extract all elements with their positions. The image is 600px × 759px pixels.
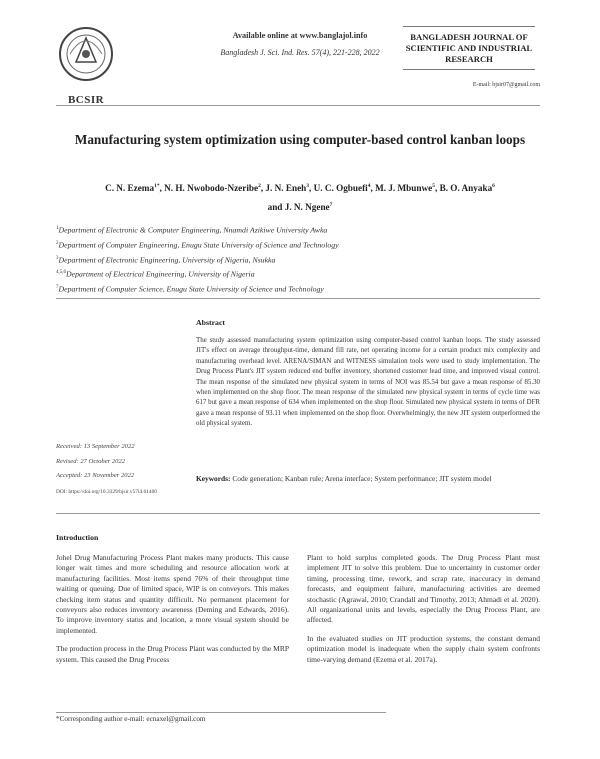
affiliation-divider — [56, 298, 540, 299]
intro-paragraph: In the evaluated studies on JIT production systems, the constant demand optimization model is inadequate when the supply chain system confronts time-varying demand (Ezema et al. 2017a). — [307, 633, 540, 664]
received-date: Received: 13 September 2022 — [56, 443, 135, 450]
affiliations — [56, 222, 536, 296]
author-3: J. N. Eneh — [265, 183, 307, 194]
intro-paragraph: Johel Drug Manufacturing Process Plant makes many products. This cause longer wait times and more scheduling and resource allocation work at manufacturing facilities. Most items spend 76% of their throughput time waiting or queuing. Due of limited space, WIP is on conveyors. This makes checking item status and quantity difficult. No permanent placement for conveyors also reduces inventory awareness (Deming and Edwards, 2016). To improve inventory status and location, a more visual system should be implemented. — [56, 553, 289, 635]
intro-column-2 — [307, 553, 540, 673]
intro-paragraph: The production process in the Drug Process Plant was conducted by the MRP system. This caused the Drug Process — [56, 644, 289, 664]
author-1: C. N. Ezema — [105, 183, 155, 194]
footnote-rule — [56, 712, 386, 713]
author-line-1: C. N. Ezema$^{1*}$, N. H. Nwobodo-Nzeribe$^2$, J. N. Eneh$^3$, U. C. Ogbuefi$^4$, M. J. Mbunwe$^5$, B. O. Anyaka$^6$ — [105, 183, 495, 194]
article-dates — [56, 440, 191, 484]
affiliation-3: $^3$Department of Electronic Engineering, University of Nigeria, Nsukka — [56, 255, 276, 265]
keywords — [196, 474, 540, 485]
journal-name: BANGLADESH JOURNAL OF SCIENTIFIC AND INDUSTRIAL RESEARCH — [403, 26, 535, 70]
journal-citation: Bangladesh J. Sci. Ind. Res. 57(4), 221-228, 2022 — [220, 48, 380, 57]
introduction-heading: Introduction — [56, 533, 99, 542]
abstract-text: The study assessed manufacturing system optimization using computer-based control kanban loops. The study assessed JIT's effect on average throughput-time, demand fill rate, net operating income for a certain product mix complexity and manufacturing overhead level. ARENA/SIMAN and WITNESS simulation tools were used to study implementation. The Drug Process Plant's JIT system reduced end buffer inventory, shortened customer lead time, and improved visual control. The mean response of the simulated new physical system in terms of NOI was 85.54 but gave a mean response of 85.30 when implemented on the shop floor. The mean response of the simulated new physical system in terms of cycle time was 617 but gave a mean response of 634 when implemented on the shop floor. Simulated new physical system in terms of DFR gave a mean response of 93.11 when implemented on the shop floor. Overwhelmingly, the new JIT system outperformed the old physical system. — [196, 337, 540, 428]
abstract-heading: Abstract — [196, 318, 226, 327]
revised-date: Revised: 27 October 2022 — [56, 457, 126, 465]
bcsir-emblem-icon — [58, 18, 114, 94]
affiliation-2: $^2$Department of Computer Engineering, Enugu State University of Science and Technology — [56, 240, 339, 250]
affiliation-1: $^1$Department of Electronic & Computer Engineering, Nnamdi Azikiwe University Awka — [56, 225, 328, 235]
author-4: U. C. Ogbuefi — [313, 183, 368, 194]
intro-paragraph: Plant to hold surplus completed goods. The Drug Process Plant must implement JIT to solve this problem. Due to uncertainty in customer order timing, processing time, rework, and scrap rate, inaccuracy in demand forecasts, and equipment failure, manufacturing activities are deemed stochastic (Agrawal, 2010; Crandall and Timothy, 2013; Ahmadi et al. 2020). All organizational units and levels, especially the Drug Process Plant, are affected. — [307, 553, 540, 625]
accepted-date: Accepted: 23 November 2022 — [56, 472, 135, 479]
affiliation-5: $^7$Department of Computer Science, Enugu State University of Science and Technology — [56, 284, 324, 294]
available-online[interactable]: Available online at www.banglajol.info — [232, 31, 368, 40]
doi-link[interactable]: DOI: https://doi.org/10.3329/bjsir.v57i4.61400 — [56, 489, 157, 495]
author-2: N. H. Nwobodo-Nzeribe — [164, 183, 259, 194]
keywords-label: Keywords: — [196, 474, 231, 483]
journal-email: E-mail: bjsir07@gmail.com — [472, 82, 540, 88]
corresponding-author: *Corresponding author e-mail: ecnaxel@gmail.com — [56, 715, 206, 723]
author-7: J. N. Ngene — [284, 202, 330, 213]
author-5: M. J. Mbunwe — [375, 183, 433, 194]
paper-title: Manufacturing system optimization using computer-based control kanban loops — [74, 132, 526, 147]
abstract-divider — [56, 513, 540, 514]
author-list — [60, 178, 540, 216]
header-divider — [56, 105, 540, 106]
intro-column-1 — [56, 553, 289, 673]
logo-text: BCSIR — [67, 94, 105, 106]
author-6: B. O. Anyaka — [439, 183, 493, 194]
author-line-2: and J. N. Ngene$^7$ — [267, 202, 333, 213]
keywords-text: Code generation; Kanban rule; Arena interface; System performance; JIT system model — [232, 474, 492, 483]
affiliation-4: $^{4,5,6}$Department of Electrical Engineering, University of Nigeria — [56, 269, 255, 279]
